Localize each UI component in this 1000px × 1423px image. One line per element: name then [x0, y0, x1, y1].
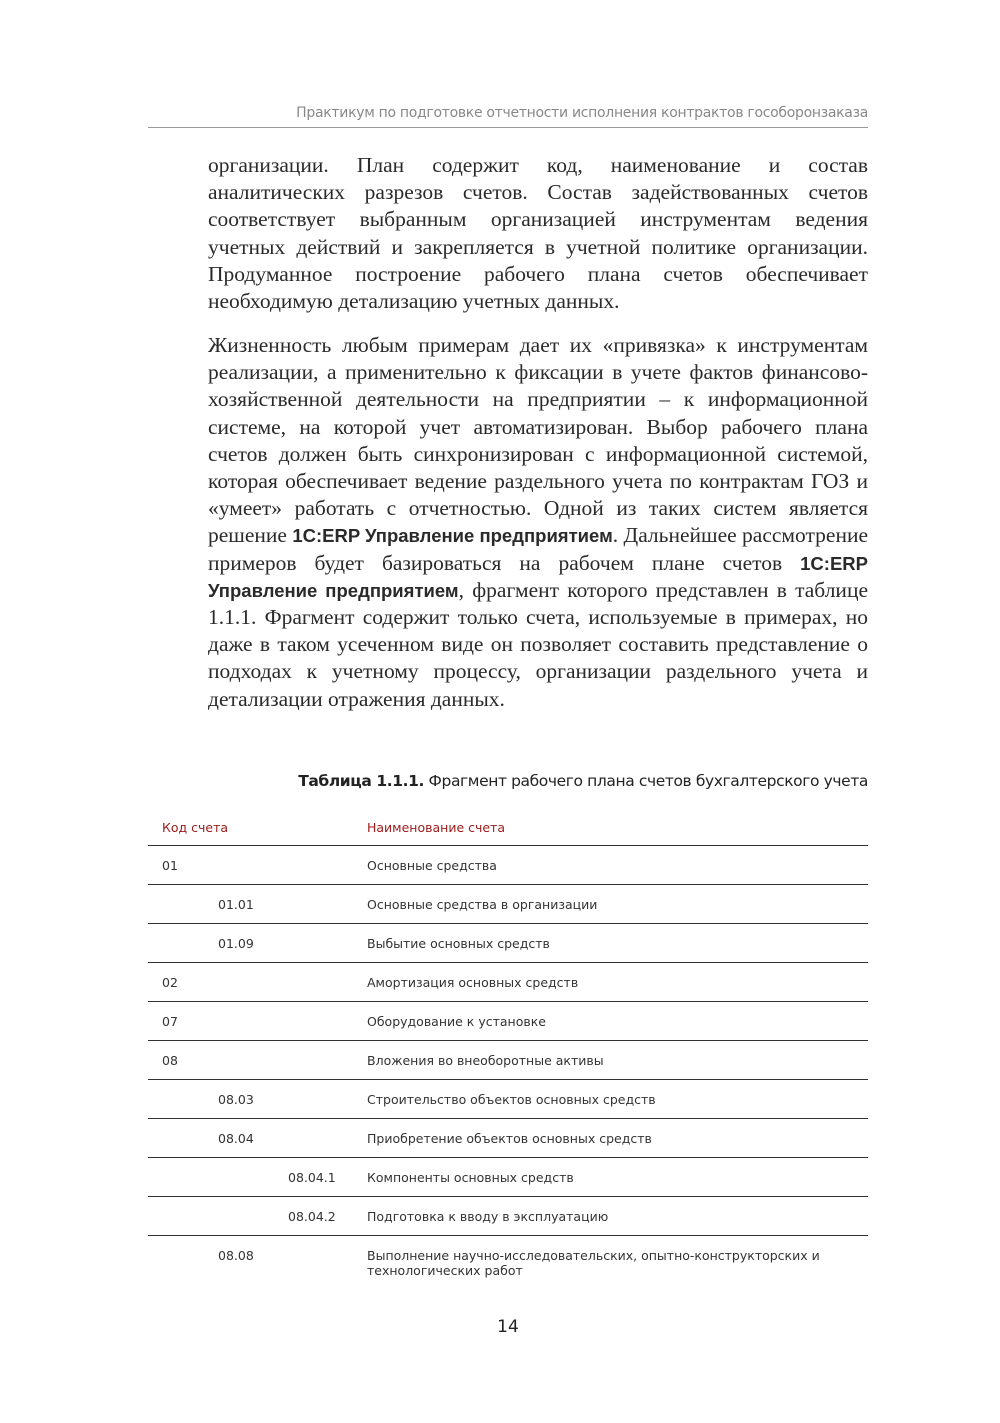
table-row [148, 1158, 868, 1197]
paragraph-2 [208, 332, 868, 713]
column-header-name: Наименование счета [367, 820, 506, 835]
account-code: 08.04 [218, 1131, 254, 1146]
paragraph-1: организации. План содержит код, наименование и состав аналитических разрезов счетов. Состав задействованных счетов соответствует выбранным организацией инструментам ведения учетных действий и закрепляется в учетной политике организации. Продуманное построение рабочего плана счетов обеспечивает необходимую детализацию учетных данных. [208, 153, 868, 314]
table-row [148, 885, 868, 924]
account-code: 01.01 [218, 897, 254, 912]
account-name: Строительство объектов основных средств [367, 1092, 656, 1107]
account-name: Подготовка к вводу в эксплуатацию [367, 1209, 609, 1224]
product-name-2: 1С:ERP Управление предприятием [208, 552, 868, 601]
paragraph-2-text-2: . Дальнейшее рассмотрение примеров будет базироваться на рабочем плане счетов [208, 523, 868, 575]
account-name: Выбытие основных средств [367, 936, 550, 951]
account-name: Основные средства [367, 858, 497, 873]
table-caption [148, 772, 868, 790]
account-name: Основные средства в организации [367, 897, 598, 912]
column-header-code: Код счета [162, 820, 229, 835]
account-name: Амортизация основных средств [367, 975, 579, 990]
account-name: Приобретение объектов основных средств [367, 1131, 652, 1146]
account-code: 08.04.1 [288, 1170, 336, 1185]
account-name: Вложения во внеоборотные активы [367, 1053, 604, 1068]
table-row [148, 846, 868, 885]
account-code: 08.03 [218, 1092, 254, 1107]
table-row [148, 1080, 868, 1119]
account-code: 08.04.2 [288, 1209, 336, 1224]
account-code: 07 [162, 1014, 178, 1029]
table-body [148, 846, 868, 1278]
account-code: 08.08 [218, 1248, 254, 1263]
product-name-1: 1С:ERP Управление предприятием [292, 525, 613, 547]
accounts-table [148, 807, 868, 1278]
account-code: 02 [162, 975, 178, 990]
running-header: Практикум по подготовке отчетности исполнения контрактов гособоронзаказа [296, 105, 868, 121]
page-number: 14 [497, 1317, 519, 1337]
account-name: Компоненты основных средств [367, 1170, 574, 1185]
table-row [148, 1197, 868, 1236]
table-row [148, 963, 868, 1002]
account-code: 01.09 [218, 936, 254, 951]
table-caption-label: Таблица 1.1.1. [298, 772, 425, 790]
table-row [148, 1002, 868, 1041]
table-row [148, 1236, 868, 1278]
paragraph-2-text-1: Жизненность любым примерам дает их «привязка» к инструментам реализации, а применительно к фиксации в учете фактов финансово-хозяйственной деятельности на предприятии – к информационной системе, на которой учет автоматизирован. Выбор рабочего плана счетов должен быть синхронизирован с информационной системой, которая обеспечивает ведение раздельного учета по контрактам ГОЗ и «умеет» работать с отчетностью. Одной из таких систем является решение [208, 333, 868, 548]
table-row [148, 1119, 868, 1158]
account-code: 08 [162, 1053, 178, 1068]
paragraph-2-text-3: , фрагмент которого представлен в таблице 1.1.1. Фрагмент содержит только счета, используемые в примерах, но даже в таком усеченном виде он позволяет составить представление о подходах к учетному процессу, организации раздельного учета и детализации отражения данных. [208, 577, 868, 711]
table-row [148, 1041, 868, 1080]
table-caption-text: Фрагмент рабочего плана счетов бухгалтерского учета [424, 772, 868, 790]
account-code: 01 [162, 858, 178, 873]
table-header-row [148, 807, 868, 846]
table-row [148, 924, 868, 963]
header-divider [148, 127, 868, 128]
account-name: Выполнение научно-исследовательских, опытно-конструкторских и технологических работ [367, 1248, 820, 1278]
account-name: Оборудование к установке [367, 1014, 546, 1029]
